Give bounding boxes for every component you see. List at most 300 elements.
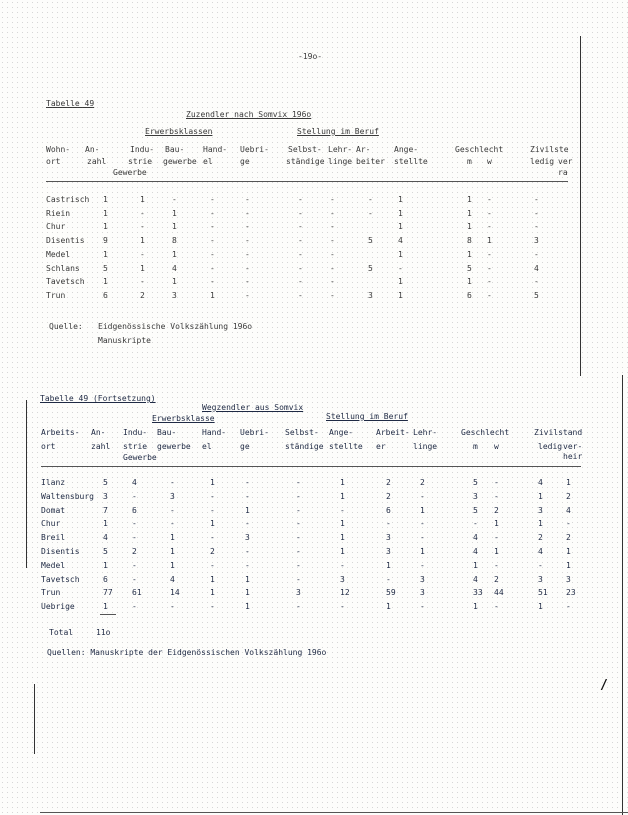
table2-total-value: 11o [96,628,111,637]
table2-header: w [494,442,499,451]
table2-cell: - [170,602,175,611]
table2-cell: 1 [245,505,250,515]
table1-cell: - [330,290,335,300]
right-margin-line-top [580,36,581,376]
table1-title: Zuzendler nach Somvix 196o [186,110,312,119]
table1-cell: - [534,222,539,232]
table2-cell: 1 [420,547,425,556]
table2-cell: - [132,491,137,501]
table2-cell: 1 [170,560,175,570]
table2-header: stellte [329,442,363,451]
table1-header: An- [85,145,100,154]
table2-cell: 6 [132,505,137,515]
table2-header-rule [41,466,581,467]
table1-source-line1: Eidgenössische Volkszählung 196o [98,322,253,331]
table2-cell: 6 [386,505,391,515]
table2-cell: - [245,519,250,529]
table2-header: ständige [285,442,324,451]
table1-cell: 2 [140,290,145,300]
table2-cell: - [210,491,215,501]
table1-cell: 1 [210,290,215,300]
table2-cell: 1 [494,547,499,556]
table2-cell: 3 [296,588,301,598]
table1-cell: - [210,277,215,287]
table2-cell: 2 [420,478,425,487]
table1-cell: 5 [103,263,108,273]
table2-cell: - [210,505,215,515]
table2-cell: 1 [340,519,345,529]
table2-cell: 1 [210,519,215,529]
table1-cell: 1 [103,208,108,218]
table2-cell: - [420,560,425,570]
table1-header: Hand- [203,145,228,154]
table1-cell: 4 [534,263,539,273]
table1-cell: - [245,263,250,273]
table2-row-label: Uebrige [41,602,75,611]
table1-cell: 1 [103,277,108,287]
table2-cell: 4 [538,547,543,556]
table2-cell: 6 [103,574,108,584]
table1-cell: - [298,208,303,218]
table2-cell: 33 [473,588,483,598]
table1-header: Gewerbe [113,168,147,177]
table1-cell: 1 [398,277,403,287]
table1-cell: 3 [534,236,539,246]
table1-cell: 1 [140,236,145,246]
table2-row-label: Medel [41,560,66,570]
table2-header: Gewerbe [123,453,157,462]
table2-header: Bau- [157,428,177,437]
table2-header: Geschlecht [461,428,510,437]
table2-header: ledig [538,442,563,451]
table1-header: Geschlecht [455,145,504,154]
table1-cell: - [330,195,335,204]
table2-header: ver- [563,442,583,451]
table1-header: Ar- [356,145,371,154]
table1-row-label: Chur [46,222,66,232]
table2-cell: 4 [473,533,478,543]
table2-cell: - [245,560,250,570]
table2-cell: - [296,478,301,487]
table2-cell: 1 [170,547,175,556]
table2-cell: 4 [103,533,108,543]
table1-cell: - [330,277,335,287]
table1-cell: - [487,195,492,204]
table2-cell: 1 [340,547,345,556]
table2-header: Ange- [329,428,354,437]
table2-cell: - [132,560,137,570]
table2-cell: 3 [420,574,425,584]
table1-cell: - [487,290,492,300]
table1-header: ge [240,157,250,166]
table1-row-label: Castrisch [46,195,90,204]
table1-cell: 1 [398,222,403,232]
table2-cell: 4 [566,505,571,515]
table2-cell: 1 [494,519,499,529]
table1-cell: - [210,263,215,273]
table1-header: beiter [356,157,385,166]
table2-cell: - [296,560,301,570]
table2-header: heir [563,452,583,461]
table2-cell: - [296,547,301,556]
table1-header: Lehr- [328,145,353,154]
table1-cell: - [534,277,539,287]
table2-cell: - [566,519,571,529]
table1-source-line2: Manuskripte [98,336,151,345]
table1-cell: - [298,263,303,273]
table2-cell: - [132,519,137,529]
table2-cell: 1 [538,602,543,611]
table2-cell: - [494,491,499,501]
table2-row-label: Tavetsch [41,574,80,584]
table1-label: Tabelle 49 [46,99,95,108]
table2-cell: 1 [245,588,250,598]
table2-cell: 59 [386,588,396,598]
table1-cell: 3 [368,290,373,300]
table2-cell: 1 [538,519,543,529]
table2-cell: 23 [566,588,576,598]
table2-cell: 1 [103,560,108,570]
table2-cell: - [296,505,301,515]
table1-cell: - [398,263,403,273]
table2-row-label: Disentis [41,547,80,556]
table1-header: strie [128,157,153,166]
table2-cell: - [210,560,215,570]
table1-cell: 5 [467,263,472,273]
table2-cell: - [420,491,425,501]
table2-header: linge [413,442,438,451]
table2-cell: 5 [473,478,478,487]
table2-cell: 2 [566,491,571,501]
table2-cell: - [245,491,250,501]
table2-cell: 1 [538,491,543,501]
table2-cell: 4 [170,574,175,584]
table2-cell: 77 [103,588,113,598]
table1-cell: - [298,222,303,232]
table1-header-rule [46,181,568,182]
table2-cell: 14 [170,588,180,598]
table2-header: Selbst- [285,428,319,437]
table2-label: Tabelle 49 (Fortsetzung) [40,394,156,403]
table1-header: Bau- [165,145,185,154]
table1-header: Wohn- [46,145,71,154]
table2-cell: - [340,560,345,570]
table2-cell: 3 [103,491,108,501]
table2-cell: 4 [473,574,478,584]
table2-cell: - [340,505,345,515]
table1-cell: 8 [467,236,472,246]
table1-cell: 1 [467,222,472,232]
table2-header: An- [91,428,106,437]
table1-cell: 5 [368,263,373,273]
table2-header: strie [123,442,148,451]
table1-cell: 1 [398,249,403,259]
table1-cell: - [330,208,335,218]
table1-row-label: Riein [46,208,71,218]
table2-header: ge [240,442,250,451]
table2-cell: 5 [473,505,478,515]
table1-cell: 1 [172,208,177,218]
table2-header: Arbeits- [41,428,80,437]
right-margin-line-bottom [622,375,623,815]
table1-cell: - [487,222,492,232]
table1-cell: 1 [172,277,177,287]
table1-cell: - [330,222,335,232]
table1-cell: - [245,249,250,259]
table2-cell: - [170,519,175,529]
table2-cell: 1 [340,491,345,501]
table1-cell: - [210,195,215,204]
table1-cell: 3 [172,290,177,300]
table2-header: Zivilstand [534,428,583,437]
left-margin-line [26,400,27,568]
table2-cell: 5 [103,478,108,487]
table1-header: ra [558,168,568,177]
table1-cell: - [245,236,250,246]
table2-cell: 4 [132,478,137,487]
table2-cell: 1 [473,602,478,611]
table1-header: el [203,157,213,166]
table2-cell: 3 [245,533,250,543]
table1-cell: - [534,195,539,204]
table2-header: ort [41,442,56,451]
table2-header: Indu- [123,428,148,437]
table1-header: ledig [530,157,555,166]
table1-cell: - [487,277,492,287]
page-bottom-edge [40,812,628,813]
table1-cell: 6 [467,290,472,300]
table1-group-stellung: Stellung im Beruf [297,127,379,136]
table1-row-label: Trun [46,290,66,300]
table1-cell: - [298,290,303,300]
table1-cell: - [298,195,303,204]
table2-cell: - [170,478,175,487]
table1-cell: 1 [467,208,472,218]
table2-cell: - [386,574,391,584]
table1-cell: - [298,236,303,246]
table2-cell: 3 [566,574,571,584]
table2-cell: 12 [340,588,350,598]
table2-row-label: Domat [41,505,66,515]
table2-header: zahl [91,442,111,451]
table1-cell: - [245,208,250,218]
table2-cell: 1 [103,602,108,611]
table2-cell: 4 [538,478,543,487]
table2-cell: 1 [340,533,345,543]
table1-cell: 1 [103,222,108,232]
table1-cell: 4 [398,236,403,246]
table2-cell: - [420,602,425,611]
table1-cell: 1 [467,249,472,259]
table1-cell: - [140,277,145,287]
table2-cell: - [340,602,345,611]
table2-cell: - [494,533,499,543]
table1-row-label: Tavetsch [46,277,85,287]
table2-header: Hand- [202,428,227,437]
table1-cell: - [487,249,492,259]
table1-cell: - [534,249,539,259]
table2-row-label: Waltensburg [41,491,94,501]
table2-cell: 1 [473,560,478,570]
table2-cell: 1 [103,519,108,529]
table2-cell: 1 [170,533,175,543]
table2-cell: - [494,478,499,487]
table2-cell: - [494,602,499,611]
table1-cell: 1 [398,290,403,300]
table1-header: stellte [394,157,428,166]
table1-cell: 1 [398,195,403,204]
table1-cell: 8 [172,236,177,246]
table1-header: linge [328,157,353,166]
table2-cell: 3 [170,491,175,501]
table1-cell: 4 [172,263,177,273]
table1-cell: 1 [103,195,108,204]
table1-header: ort [46,157,61,166]
table1-cell: - [140,208,145,218]
table2-cell: 3 [473,491,478,501]
table1-cell: - [210,208,215,218]
table1-cell: - [330,263,335,273]
table2-cell: 7 [103,505,108,515]
table2-header: el [202,442,212,451]
table2-cell: 3 [386,533,391,543]
table2-cell: - [538,560,543,570]
table2-cell: 1 [386,560,391,570]
table2-cell: 3 [538,574,543,584]
table1-cell: - [487,208,492,218]
table2-cell: 2 [386,478,391,487]
table2-cell: 2 [566,533,571,543]
table1-header: ständige [286,157,325,166]
table2-row-label: Trun [41,588,61,598]
table2-cell: - [296,491,301,501]
table2-cell: - [296,602,301,611]
table1-cell: - [330,249,335,259]
table2-cell: - [132,602,137,611]
table1-header: ver [558,157,573,166]
table1-header: Zivilste [530,145,569,154]
table2-header: gewerbe [157,442,191,451]
table2-cell: 1 [245,602,250,611]
table2-cell: 5 [103,547,108,556]
table1-cell: - [368,195,373,204]
table2-cell: - [566,602,571,611]
table1-cell: - [210,249,215,259]
table1-cell: - [172,195,177,204]
table1-header: Ange- [394,145,419,154]
table2-cell: - [296,574,301,584]
table2-cell: 1 [566,547,571,556]
table1-cell: 9 [103,236,108,246]
table1-header: gewerbe [163,157,197,166]
table1-cell: 1 [172,249,177,259]
table2-cell: 3 [340,574,345,584]
table1-cell: 5 [534,290,539,300]
table2-cell: - [245,478,250,487]
table2-cell: 2 [494,574,499,584]
table2-cell: - [296,533,301,543]
table2-title: Wegzendler aus Somvix [202,403,304,412]
table1-cell: - [245,195,250,204]
pen-stroke-mark: / [600,678,608,693]
table2-cell: 61 [132,588,142,598]
table1-cell: 1 [467,195,472,204]
table2-cell: 2 [210,547,215,556]
table2-cell: 44 [494,588,504,598]
table2-cell: 2 [494,505,499,515]
table2-row-label: Breil [41,533,66,543]
table2-cell: - [494,560,499,570]
table2-cell: 3 [386,547,391,556]
table2-cell: 1 [245,574,250,584]
table1-cell: - [210,236,215,246]
table1-cell: - [245,290,250,300]
table1-source-label: Quelle: [49,322,83,331]
table1-cell: - [298,249,303,259]
table2-cell: 4 [473,547,478,556]
table2-cell: - [210,602,215,611]
table2-total-label: Total [49,628,74,637]
table1-cell: 6 [103,290,108,300]
table2-cell: 3 [420,588,425,598]
table1-cell: - [245,222,250,232]
table2-cell: - [132,574,137,584]
table2-uebrige-rule [100,614,116,615]
table1-header: Uebri- [240,145,269,154]
table1-cell: 1 [140,263,145,273]
table1-cell: 1 [467,277,472,287]
table2-cell: - [132,533,137,543]
table2-cell: 1 [210,588,215,598]
table2-cell: - [170,505,175,515]
table2-source: Quellen: Manuskripte der Eidgenössischen Volkszählung 196o [47,648,327,657]
table2-cell: 2 [538,533,543,543]
table2-cell: - [245,547,250,556]
table1-cell: 1 [487,236,492,246]
table1-cell: - [487,263,492,273]
table1-cell: - [140,249,145,259]
table2-header: m [473,442,478,451]
table1-cell: 1 [398,208,403,218]
table1-cell: - [210,222,215,232]
table1-cell: 1 [172,222,177,232]
table2-header: Lehr- [413,428,438,437]
table2-cell: 3 [538,505,543,515]
table1-row-label: Schlans [46,263,80,273]
table1-row-label: Medel [46,249,71,259]
table2-cell: - [296,519,301,529]
table2-cell: 1 [386,602,391,611]
table2-header: er [376,442,386,451]
table2-cell: - [420,519,425,529]
table2-row-label: Ilanz [41,478,66,487]
table2-header: Arbeit- [376,428,410,437]
left-margin-line-lower [34,684,35,754]
table1-header: Indu- [130,145,155,154]
table1-cell: - [298,277,303,287]
table2-cell: 1 [566,560,571,570]
table2-cell: 1 [210,574,215,584]
table1-cell: 1 [140,195,145,204]
table2-cell: - [210,533,215,543]
table2-cell: - [386,519,391,529]
table2-cell: 2 [132,547,137,556]
table2-cell: 1 [420,505,425,515]
table2-cell: 2 [386,491,391,501]
table1-cell: - [140,222,145,232]
table1-cell: - [368,208,373,218]
table2-cell: 51 [538,588,548,598]
